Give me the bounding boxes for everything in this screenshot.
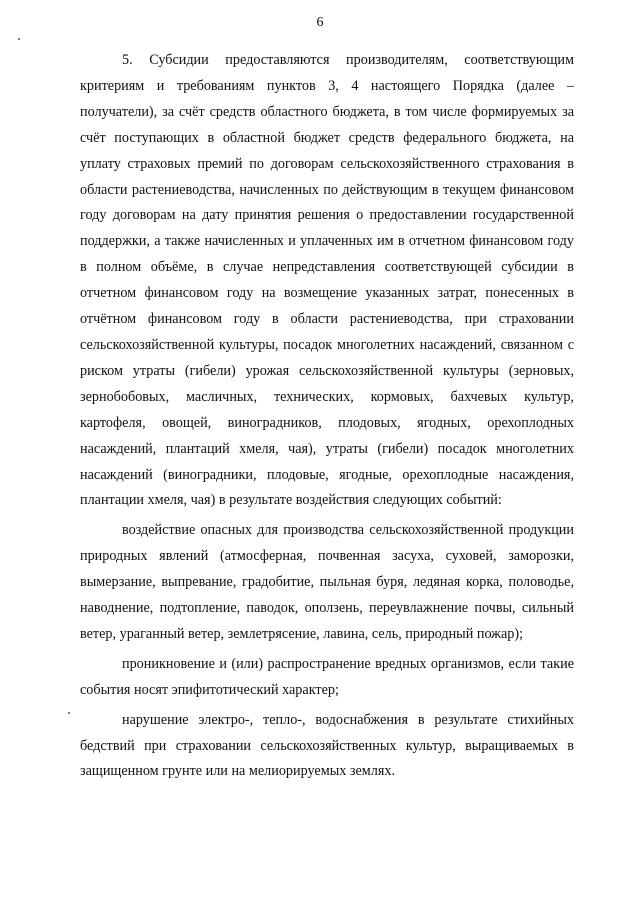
paragraph-natural-hazards: воздействие опасных для производства сельскохозяйственной продукции природных явлений (атмосферная, почвенная засуха, суховей, заморозки, вымерзание, выпревание, градобитие, пыльная буря, ледяная корка, половодье, наводнение, подтопление, паводок, оползень, переувлажнение почвы, сильный ветер, ураганный ветер, землетрясение, лавина, сель, природный пожар); (80, 522, 574, 642)
document-body (80, 48, 574, 785)
paragraph-pests: проникновение и (или) распространение вредных организмов, если такие события носят эпифитотический характер; (80, 655, 574, 698)
paragraph-subsidies: 5. Субсидии предоставляются производителям, соответствующим критериям и требованиям пунктов 3, 4 настоящего Порядка (далее – получатели), за счёт средств областного бюджета, в том числе формируемых за счёт поступающих в областной бюджет средств федерального бюджета, на уплату страховых премий по договорам сельскохозяйственного страхования в области растениеводства, начисленных по действующим в текущем финансовом году договорам на дату принятия решения о предоставлении государственной поддержки, а также начисленных и уплаченных им в отчетном финансовом году в полном объёме, в случае непредставления соответствующей субсидии в отчетном финансовом году на возмещение указанных затрат, понесенных в отчётном финансовом году в области растениеводства, при страховании сельскохозяйственной культуры, посадок многолетних насаждений, связанном с риском утраты (гибели) урожая сельскохозяйственной культуры (зерновых, зернобобовых, масличных, технических, кормовых, бахчевых культур, картофеля, овощей, виноградников, плодовых, ягодных, орехоплодных насаждений, плантаций хмеля, чая), утраты (гибели) посадок многолетних насаждений (виноградники, плодовые, ягодные, орехоплодные насаждения, плантации хмеля, чая) в результате воздействия следующих событий: (80, 52, 574, 509)
scan-speck (18, 38, 20, 40)
paragraph-utilities: нарушение электро-, тепло-, водоснабжения в результате стихийных бедствий при страховании сельскохозяйственных культур, выращиваемых в защищенном грунте или на мелиорируемых землях. (80, 711, 574, 780)
scan-speck (68, 712, 70, 714)
page-number: 6 (316, 15, 324, 30)
